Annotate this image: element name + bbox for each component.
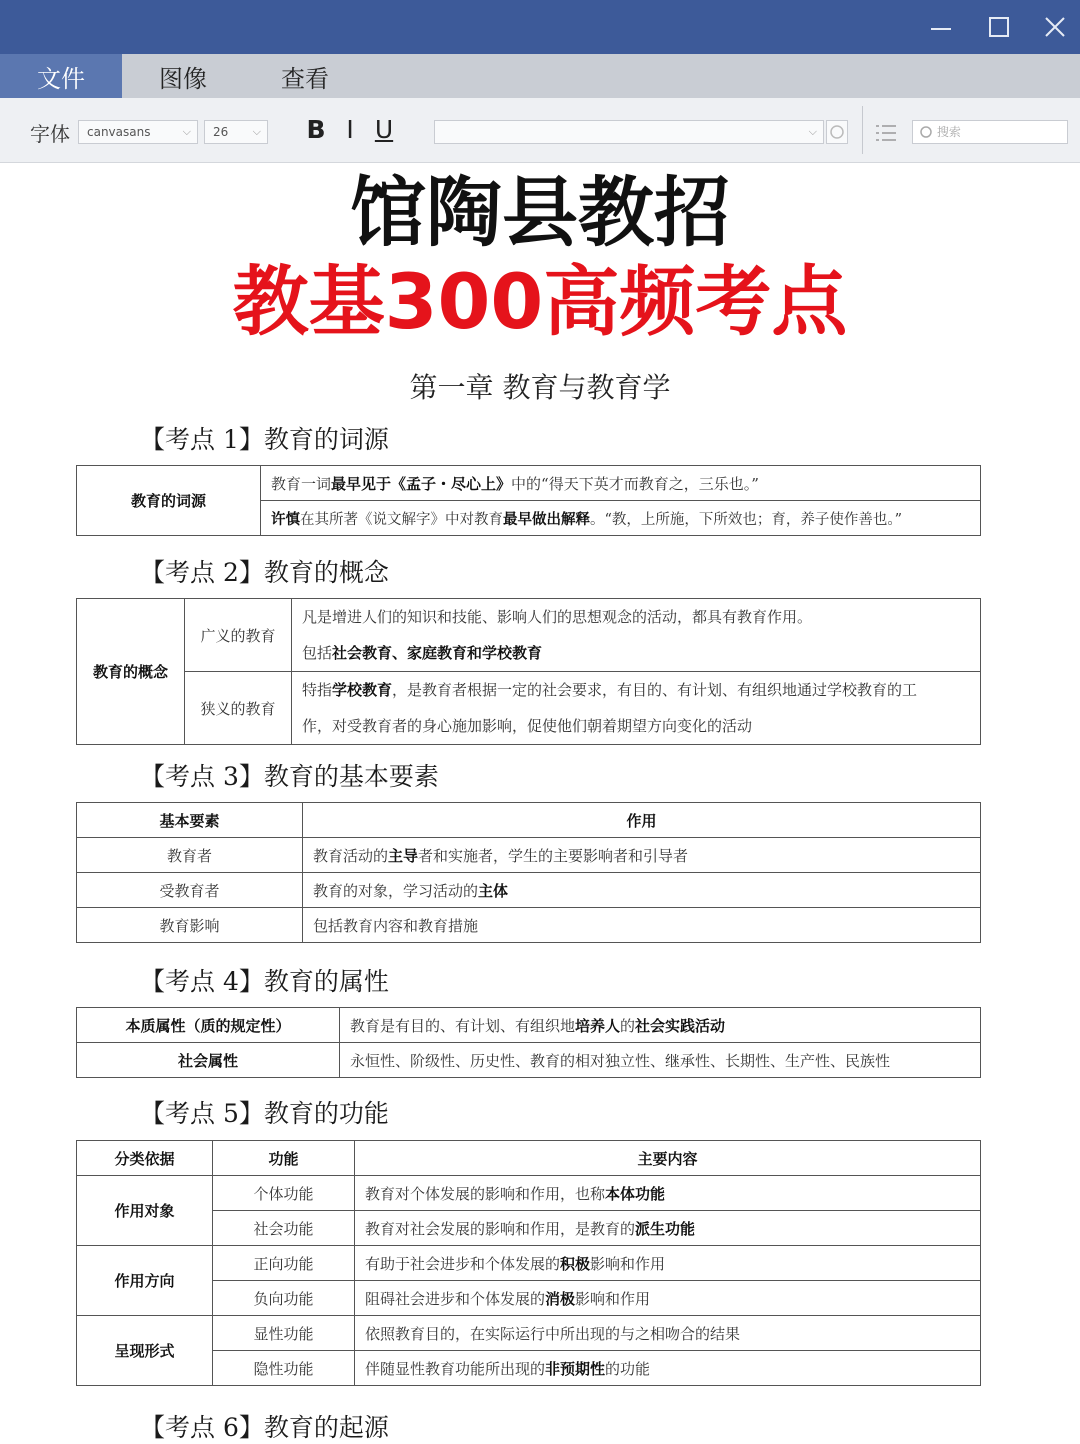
kp3-col1-header: 基本要素 bbox=[77, 803, 303, 838]
kp2-narrow-content: 特指学校教育，是教育者根据一定的社会要求，有目的、有计划、有组织地通过学校教育的工 作，对受教育者的身心施加影响，促使他们朝着期望方向变化的活动 bbox=[292, 672, 981, 745]
kp4-heading: 【考点 4】教育的属性 bbox=[140, 967, 389, 996]
kp6-heading: 【考点 6】教育的起源 bbox=[140, 1413, 389, 1442]
table-row bbox=[77, 1281, 981, 1316]
kp5-function-name: 社会功能 bbox=[213, 1211, 355, 1246]
kp2-heading: 【考点 2】教育的概念 bbox=[140, 558, 389, 587]
kp1-row2: 许慎在其所著《说文解字》中对教育最早做出解释。“教，上所施，下所效也；育，养子使作善也。” bbox=[261, 501, 981, 536]
font-size-value: 26 bbox=[213, 125, 229, 139]
kp4-social-label: 社会属性 bbox=[77, 1043, 340, 1078]
font-select-value: canvasans bbox=[87, 125, 151, 139]
kp3-element-role: 教育的对象，学习活动的主体 bbox=[303, 873, 981, 908]
table-row bbox=[77, 1316, 981, 1351]
bold-button[interactable]: B bbox=[306, 115, 326, 144]
minimize-button[interactable] bbox=[912, 0, 970, 54]
refresh-button[interactable] bbox=[826, 120, 848, 144]
kp5-function-content: 有助于社会进步和个体发展的积极影响和作用 bbox=[355, 1246, 981, 1281]
menu-view[interactable]: 查看 bbox=[281, 64, 329, 93]
doc-title-line1: 馆陶县教招 bbox=[350, 168, 730, 257]
italic-button[interactable]: I bbox=[346, 115, 354, 144]
search-placeholder: 搜索 bbox=[936, 125, 961, 139]
chevron-down-icon: ⌵ bbox=[182, 125, 191, 138]
refresh-icon bbox=[827, 121, 847, 143]
kp2-label: 教育的概念 bbox=[77, 599, 185, 745]
kp5-table bbox=[76, 1140, 981, 1386]
close-icon bbox=[1043, 15, 1067, 39]
kp5-heading: 【考点 5】教育的功能 bbox=[140, 1099, 389, 1128]
kp3-element-name: 受教育者 bbox=[77, 873, 303, 908]
table-row bbox=[77, 1176, 981, 1211]
kp2-narrow-label: 狭义的教育 bbox=[185, 672, 292, 745]
kp5-function-content: 阻碍社会进步和个体发展的消极影响和作用 bbox=[355, 1281, 981, 1316]
kp4-table bbox=[76, 1007, 981, 1078]
doc-title-line2: 教基300高频考点 bbox=[232, 257, 848, 346]
kp3-table bbox=[76, 802, 981, 943]
list-button[interactable] bbox=[874, 122, 898, 148]
kp2-table bbox=[76, 598, 981, 745]
kp3-element-role: 包括教育内容和教育措施 bbox=[303, 908, 981, 943]
kp5-col3-header: 主要内容 bbox=[355, 1141, 981, 1176]
menu-file[interactable]: 文件 bbox=[0, 54, 122, 98]
kp5-function-content: 教育对社会发展的影响和作用，是教育的派生功能 bbox=[355, 1211, 981, 1246]
minimize-icon bbox=[929, 15, 953, 39]
chevron-down-icon: ⌵ bbox=[252, 125, 261, 138]
kp1-row1: 教育一词最早见于《孟子・尽心上》中的“得天下英才而教育之，三乐也。” bbox=[261, 466, 981, 501]
style-select[interactable] bbox=[434, 120, 824, 144]
kp5-group-label: 呈现形式 bbox=[77, 1316, 213, 1386]
kp1-label: 教育的词源 bbox=[77, 466, 261, 536]
kp4-essential-content: 教育是有目的、有计划、有组织地培养人的社会实践活动 bbox=[340, 1008, 981, 1043]
underline-button[interactable]: U bbox=[374, 115, 394, 144]
kp5-col2-header: 功能 bbox=[213, 1141, 355, 1176]
kp5-function-content: 伴随显性教育功能所出现的非预期性的功能 bbox=[355, 1351, 981, 1386]
kp5-function-content: 依照教育目的，在实际运行中所出现的与之相吻合的结果 bbox=[355, 1316, 981, 1351]
kp3-element-role: 教育活动的主导者和实施者，学生的主要影响者和引导者 bbox=[303, 838, 981, 873]
kp5-function-name: 负向功能 bbox=[213, 1281, 355, 1316]
kp5-group-label: 作用方向 bbox=[77, 1246, 213, 1316]
table-row bbox=[77, 1211, 981, 1246]
font-label: 字体 bbox=[30, 122, 70, 146]
search-icon bbox=[919, 125, 933, 139]
kp5-header-row bbox=[77, 1141, 981, 1176]
toolbar bbox=[0, 98, 1080, 163]
window-titlebar bbox=[0, 0, 1080, 54]
kp5-function-name: 个体功能 bbox=[213, 1176, 355, 1211]
table-row bbox=[77, 908, 981, 943]
kp5-function-name: 隐性功能 bbox=[213, 1351, 355, 1386]
font-size-select[interactable] bbox=[204, 120, 268, 144]
table-row bbox=[77, 1008, 981, 1043]
table-row bbox=[77, 1351, 981, 1386]
table-row bbox=[77, 838, 981, 873]
kp3-heading: 【考点 3】教育的基本要素 bbox=[140, 762, 439, 791]
kp1-table bbox=[76, 465, 981, 536]
menu-image[interactable]: 图像 bbox=[159, 64, 207, 93]
search-input[interactable] bbox=[912, 120, 1068, 144]
close-button[interactable] bbox=[1026, 0, 1080, 54]
list-icon bbox=[874, 122, 898, 144]
kp3-element-name: 教育者 bbox=[77, 838, 303, 873]
menu-bar bbox=[0, 54, 1080, 98]
chapter-title: 第一章 教育与教育学 bbox=[409, 371, 671, 404]
kp3-col2-header: 作用 bbox=[303, 803, 981, 838]
kp4-essential-label: 本质属性（质的规定性） bbox=[77, 1008, 340, 1043]
kp1-heading: 【考点 1】教育的词源 bbox=[140, 425, 389, 454]
kp5-group-label: 作用对象 bbox=[77, 1176, 213, 1246]
kp5-function-content: 教育对个体发展的影响和作用，也称本体功能 bbox=[355, 1176, 981, 1211]
toolbar-divider bbox=[862, 106, 863, 154]
font-select[interactable] bbox=[78, 120, 198, 144]
kp5-function-name: 正向功能 bbox=[213, 1246, 355, 1281]
kp3-header-row bbox=[77, 803, 981, 838]
kp2-broad-label: 广义的教育 bbox=[185, 599, 292, 672]
table-row bbox=[77, 1246, 981, 1281]
table-row bbox=[77, 1043, 981, 1078]
maximize-icon bbox=[987, 15, 1011, 39]
kp4-social-content: 永恒性、阶级性、历史性、教育的相对独立性、继承性、长期性、生产性、民族性 bbox=[340, 1043, 981, 1078]
kp3-element-name: 教育影响 bbox=[77, 908, 303, 943]
table-row bbox=[77, 873, 981, 908]
kp2-broad-content: 凡是增进人们的知识和技能、影响人们的思想观念的活动，都具有教育作用。 包括社会教育、家庭教育和学校教育 bbox=[292, 599, 981, 672]
kp5-col1-header: 分类依据 bbox=[77, 1141, 213, 1176]
kp5-function-name: 显性功能 bbox=[213, 1316, 355, 1351]
chevron-down-icon: ⌵ bbox=[808, 125, 817, 138]
maximize-button[interactable] bbox=[970, 0, 1028, 54]
